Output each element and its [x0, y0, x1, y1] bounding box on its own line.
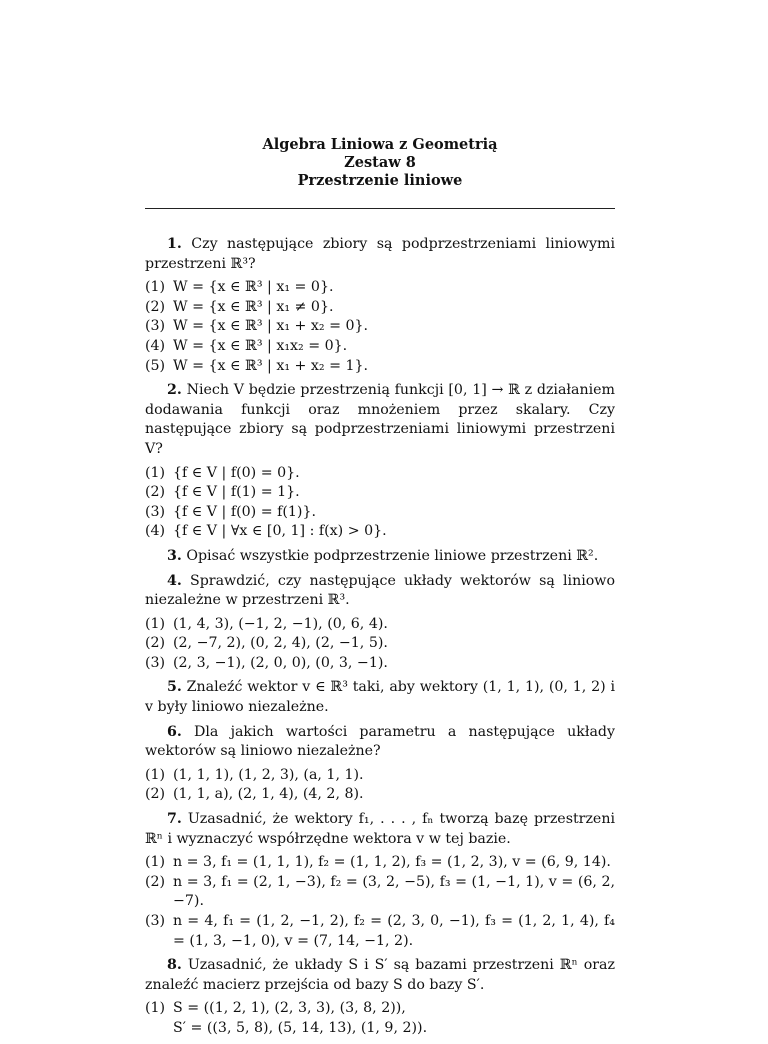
- subitem-list: [145, 766, 615, 805]
- problem-statement: [145, 810, 615, 849]
- subitem: [145, 785, 615, 805]
- problem: [145, 810, 615, 951]
- subitem-text: [173, 615, 615, 635]
- problem-number: 3.: [167, 547, 182, 564]
- subitem-line: W = {x ∈ ℝ³ | x₁ + x₂ = 0}.: [173, 318, 369, 335]
- subitem: [145, 464, 615, 484]
- subitem: [145, 357, 615, 377]
- subitem-label: (2): [145, 484, 166, 501]
- subitem-text: [173, 912, 615, 951]
- subitem-label: (2): [145, 873, 166, 890]
- subitem-label: (1): [145, 464, 166, 481]
- subitem-line: n = 3, f₁ = (2, 1, −3), f₂ = (3, 2, −5), f₃ = (1, −1, 1), v = (6, 2, −7).: [173, 873, 615, 910]
- subitem-line: {f ∈ V | f(0) = f(1)}.: [173, 503, 316, 520]
- set-topic: Przestrzenie liniowe: [297, 172, 463, 189]
- subitem-label: (1): [145, 279, 166, 296]
- subitem-list: [145, 999, 615, 1038]
- subitem-text: [173, 278, 615, 298]
- problem-text: Znaleźć wektor v ∈ ℝ³ taki, aby wektory (1, 1, 1), (0, 1, 2) i v były liniowo niezależne.: [145, 679, 615, 716]
- subitem-line: (2, −7, 2), (0, 2, 4), (2, −1, 5).: [173, 635, 388, 652]
- subitem-list: [145, 853, 615, 951]
- problem-statement: [145, 678, 615, 717]
- subitem-label: (2): [145, 298, 166, 315]
- document-title: [145, 136, 615, 190]
- course-title: Algebra Liniowa z Geometrią: [262, 136, 498, 153]
- subitem-label: (4): [145, 523, 166, 540]
- subitem: [145, 912, 615, 951]
- subitem-text: [173, 654, 615, 674]
- problem-text: Uzasadnić, że układy S i S′ są bazami przestrzeni ℝⁿ oraz znaleźć macierz przejścia od bazy S do bazy S′.: [145, 957, 615, 993]
- problem-statement: [145, 956, 615, 995]
- subitem: [145, 615, 615, 635]
- subitem-label: (3): [145, 503, 166, 520]
- subitem: [145, 654, 615, 674]
- subitem-line: n = 4, f₁ = (1, 2, −1, 2), f₂ = (2, 3, 0, −1), f₃ = (1, 2, 1, 4), f₄ = (1, 3, −1, 0), v = (7, 14, −1, 2).: [173, 913, 615, 949]
- subitem-text: [173, 298, 615, 318]
- subitem-text: [173, 853, 615, 873]
- problem-text: Niech V będzie przestrzenią funkcji [0, 1] → ℝ z działaniem dodawania funkcji oraz mnożeniem przez skalary. Czy następujące zbiory są podprzestrzeniami liniowymi przestrzeni V?: [145, 382, 615, 457]
- problem: [145, 678, 615, 717]
- problem: [145, 381, 615, 542]
- problem-number: 7.: [167, 811, 182, 828]
- subitem-line: {f ∈ V | f(0) = 0}.: [173, 464, 300, 481]
- subitem-list: [145, 464, 615, 542]
- problem-text: Sprawdzić, czy następujące układy wektorów są liniowo niezależne w przestrzeni ℝ³.: [145, 572, 615, 609]
- subitem-text: [173, 634, 615, 654]
- subitem-line: S′ = ((3, 5, 8), (5, 14, 13), (1, 9, 2)).: [173, 1019, 428, 1036]
- subitem: [145, 999, 615, 1038]
- subitem-line: W = {x ∈ ℝ³ | x₁x₂ = 0}.: [173, 337, 348, 354]
- problem-statement: [145, 235, 615, 274]
- problem-statement: [145, 572, 615, 611]
- subitem-line: (2, 3, −1), (2, 0, 0), (0, 3, −1).: [173, 654, 388, 671]
- problem-number: 4.: [167, 572, 182, 589]
- subitem-line: (1, 4, 3), (−1, 2, −1), (0, 6, 4).: [173, 615, 388, 632]
- title-divider: [145, 208, 615, 209]
- problem: [145, 723, 615, 805]
- subitem-text: [173, 317, 615, 337]
- subitem-text: [173, 483, 615, 503]
- set-number: Zestaw 8: [344, 154, 416, 171]
- subitem: [145, 634, 615, 654]
- problem-number: 1.: [167, 236, 182, 252]
- subitem-line: (1, 1, a), (2, 1, 4), (4, 2, 8).: [173, 786, 364, 803]
- subitem: [145, 278, 615, 298]
- subitem: [145, 337, 615, 357]
- problem: [145, 235, 615, 376]
- problem-number: 2.: [167, 382, 182, 399]
- subitem: [145, 766, 615, 786]
- subitem-line: S = ((1, 2, 1), (2, 3, 3), (3, 8, 2)),: [173, 1000, 406, 1017]
- problem: [145, 572, 615, 674]
- problem: [145, 956, 615, 1038]
- subitem-label: (4): [145, 337, 166, 354]
- subitem: [145, 873, 615, 912]
- subitem-label: (3): [145, 654, 166, 671]
- subitem-line: W = {x ∈ ℝ³ | x₁ + x₂ = 1}.: [173, 357, 369, 374]
- problem-number: 5.: [167, 679, 182, 696]
- subitem-text: [173, 357, 615, 377]
- subitem-text: [173, 522, 615, 542]
- subitem: [145, 503, 615, 523]
- problem-statement: [145, 381, 615, 459]
- subitem: [145, 317, 615, 337]
- problem-list: [145, 235, 615, 1039]
- subitem-list: [145, 615, 615, 674]
- problem-text: Uzasadnić, że wektory f₁, . . . , fₙ tworzą bazę przestrzeni ℝⁿ i wyznaczyć współrzędne wektora v w tej bazie.: [145, 811, 616, 847]
- problem-statement: [145, 547, 615, 567]
- subitem-label: (5): [145, 357, 166, 374]
- subitem-text: [173, 873, 615, 912]
- subitem: [145, 522, 615, 542]
- problem-number: 8.: [167, 957, 182, 974]
- subitem-label: (3): [145, 318, 166, 335]
- subitem-label: (1): [145, 854, 166, 871]
- subitem: [145, 483, 615, 503]
- subitem-list: [145, 278, 615, 376]
- problem-number: 6.: [167, 723, 182, 740]
- problem-text: Dla jakich wartości parametru a następujące układy wektorów są liniowo niezależne?: [145, 723, 616, 760]
- subitem-text: [173, 785, 615, 805]
- subitem-label: (3): [145, 913, 166, 929]
- subitem: [145, 298, 615, 318]
- subitem-text: [173, 503, 615, 523]
- subitem-line: W = {x ∈ ℝ³ | x₁ = 0}.: [173, 279, 334, 296]
- subitem: [145, 853, 615, 873]
- subitem-line: (1, 1, 1), (1, 2, 3), (a, 1, 1).: [173, 766, 364, 783]
- problem: [145, 547, 615, 567]
- subitem-label: (1): [145, 766, 166, 783]
- subitem-text: [173, 766, 615, 786]
- subitem-text: [173, 999, 615, 1038]
- document-page: [145, 136, 615, 1044]
- problem-text: Opisać wszystkie podprzestrzenie liniowe przestrzeni ℝ².: [186, 547, 599, 564]
- problem-statement: [145, 723, 615, 762]
- subitem-text: [173, 337, 615, 357]
- subitem-label: (1): [145, 615, 166, 632]
- subitem-line: {f ∈ V | f(1) = 1}.: [173, 484, 300, 501]
- problem-text: Czy następujące zbiory są podprzestrzeniami liniowymi przestrzeni ℝ³?: [145, 236, 615, 272]
- subitem-label: (2): [145, 635, 166, 652]
- subitem-line: n = 3, f₁ = (1, 1, 1), f₂ = (1, 1, 2), f₃ = (1, 2, 3), v = (6, 9, 14).: [173, 854, 611, 871]
- subitem-text: [173, 464, 615, 484]
- subitem-line: W = {x ∈ ℝ³ | x₁ ≠ 0}.: [173, 298, 334, 315]
- subitem-label: (2): [145, 786, 166, 803]
- subitem-label: (1): [145, 1000, 166, 1017]
- subitem-line: {f ∈ V | ∀x ∈ [0, 1] : f(x) > 0}.: [173, 523, 387, 540]
